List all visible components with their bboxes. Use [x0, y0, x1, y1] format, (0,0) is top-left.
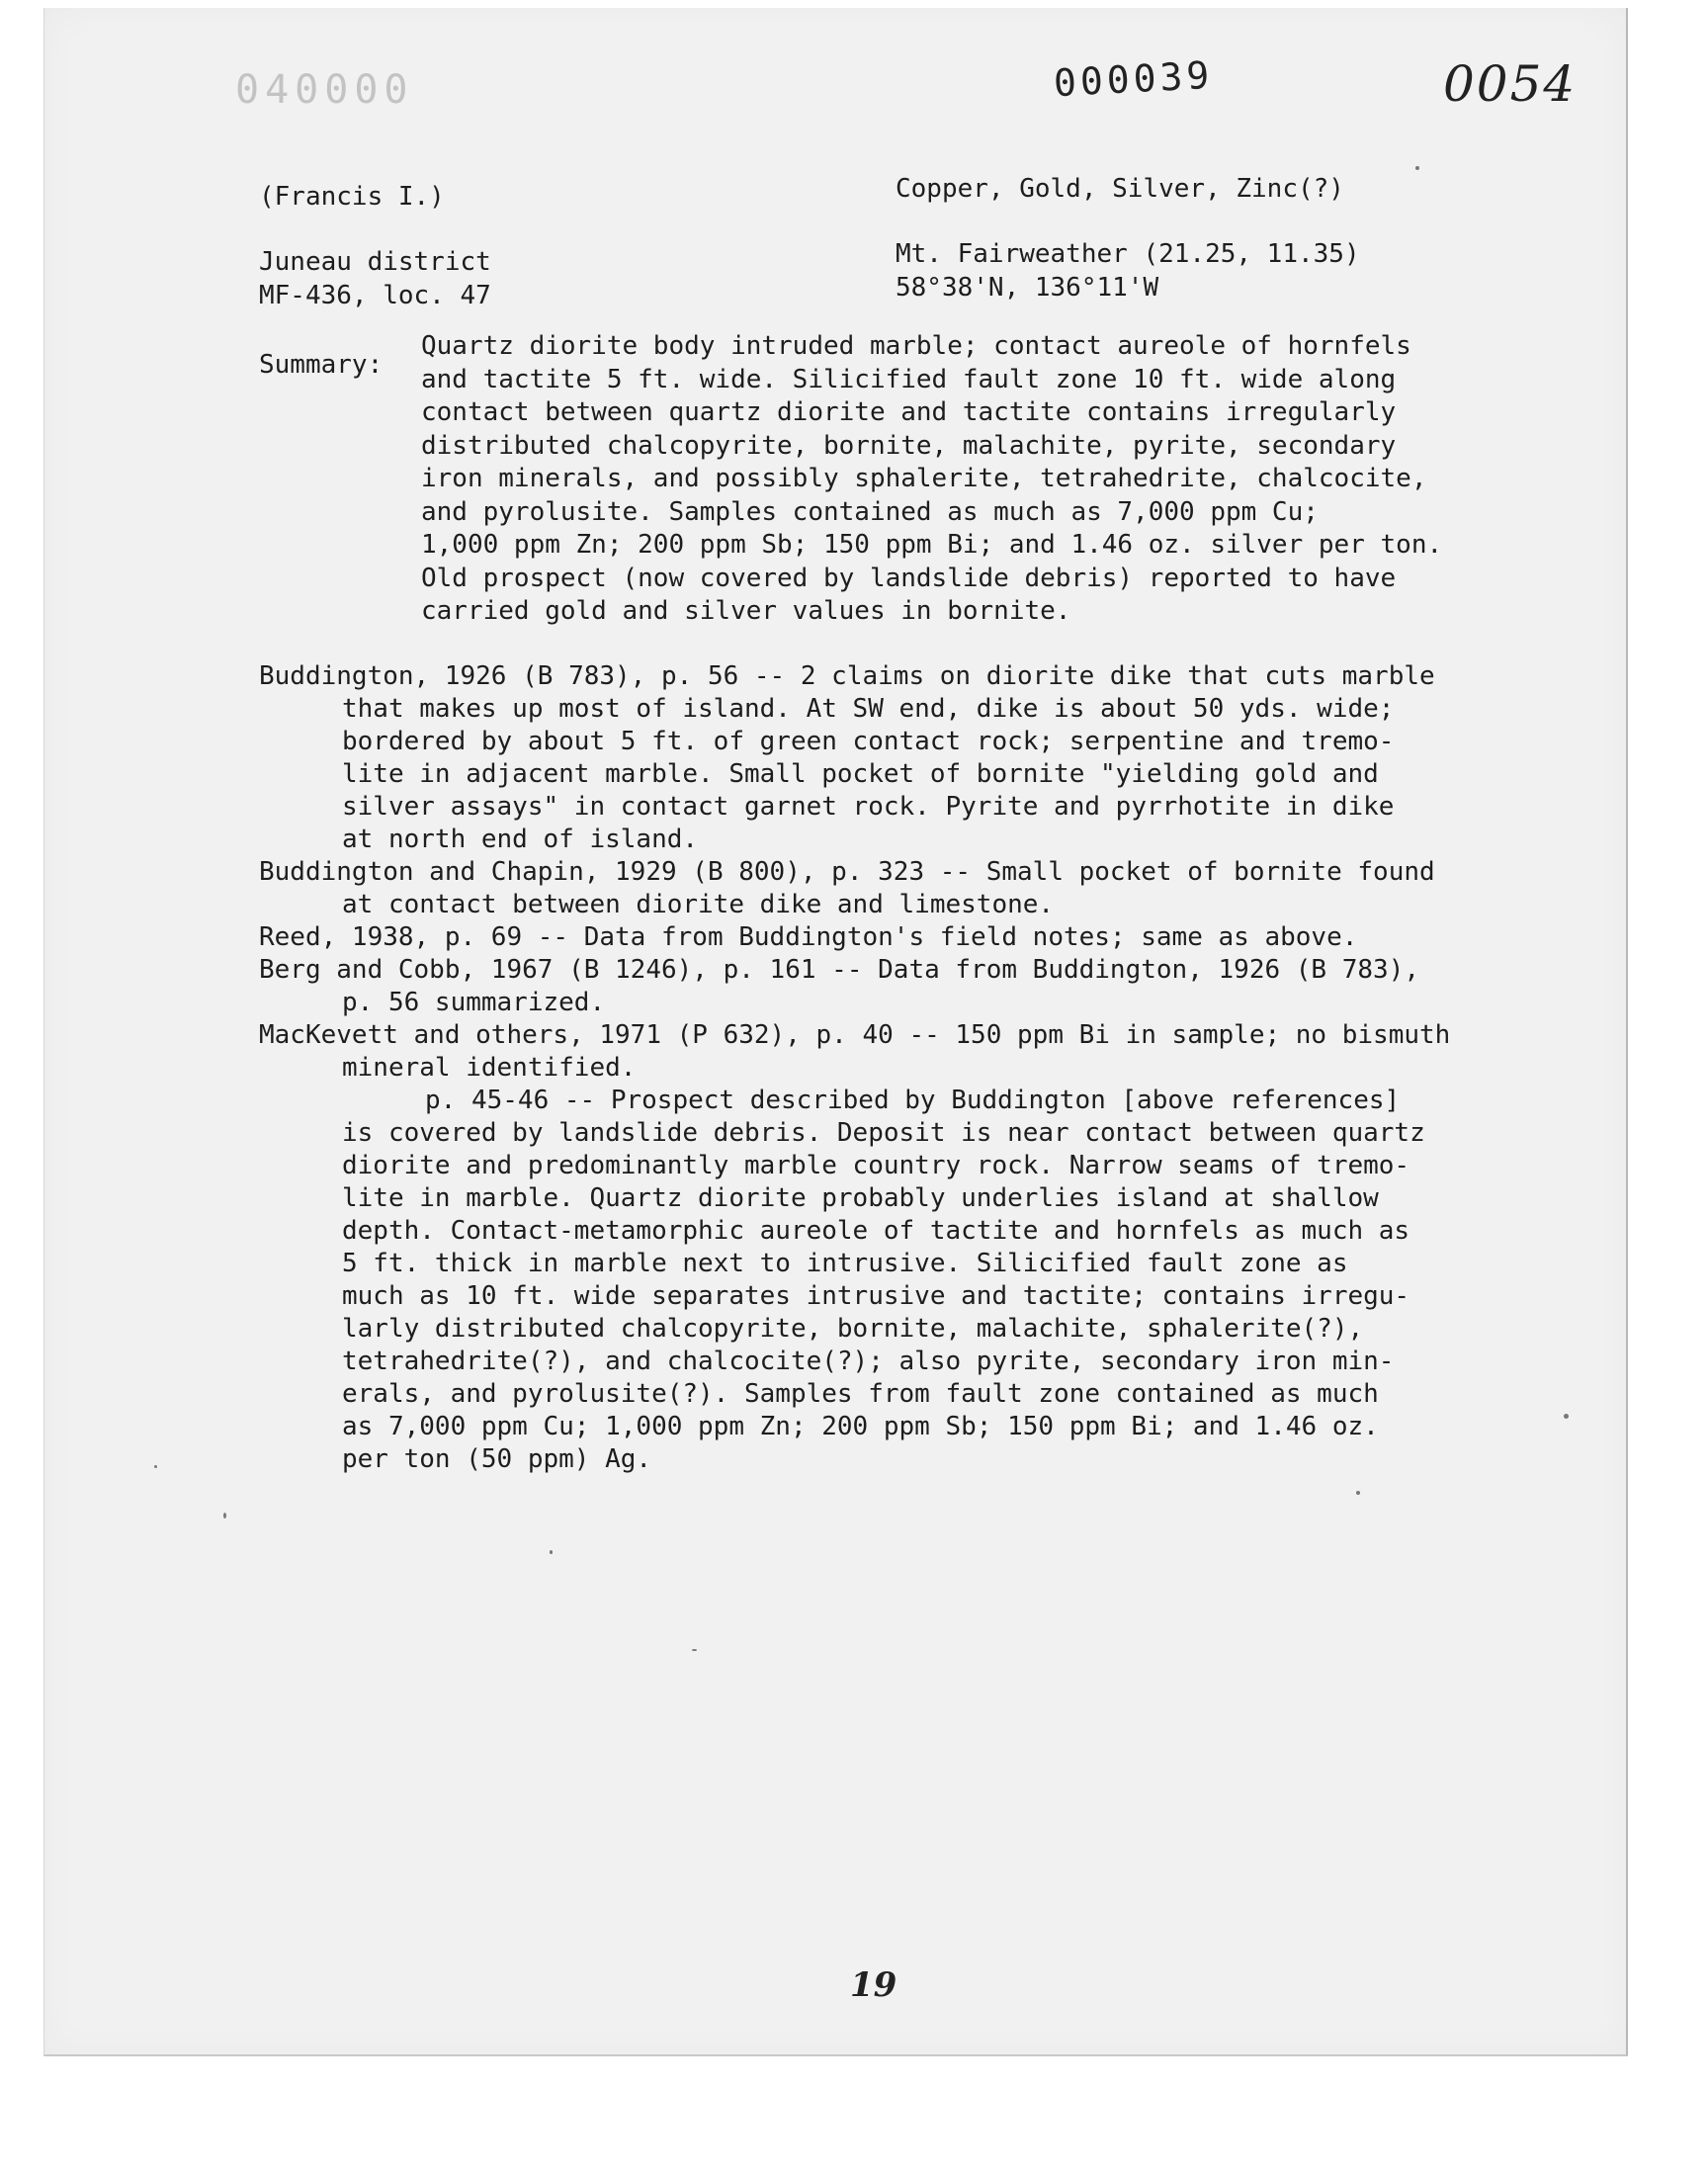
reference-entry [259, 1019, 1544, 1085]
reference-line: is covered by landslide debris. Deposit is near contact between quartz [342, 1118, 1425, 1148]
reference-line: at contact between diorite dike and limestone. [342, 890, 1055, 919]
summary-line: 1,000 ppm Zn; 200 ppm Sb; 150 ppm Bi; and 1.46 oz. silver per ton. [421, 530, 1443, 560]
reference-line: as 7,000 ppm Cu; 1,000 ppm Zn; 200 ppm Sb; 150 ppm Bi; and 1.46 oz. [342, 1412, 1379, 1441]
reference-line: much as 10 ft. wide separates intrusive and tactite; contains irregu- [342, 1281, 1410, 1311]
reference-line: at north end of island. [342, 825, 699, 854]
reference-line: mineral identified. [342, 1053, 637, 1083]
reference-line: silver assays" in contact garnet rock. Pyrite and pyrrhotite in dike [342, 792, 1395, 822]
document-stamp-number: 000039 [1052, 52, 1215, 106]
coordinates: 58°38'N, 136°11'W [896, 273, 1159, 303]
summary-line: and tactite 5 ft. wide. Silicified fault zone 10 ft. wide along [421, 364, 1397, 394]
reference-citation: Berg and Cobb, 1967 (B 1246), p. 161 -- Data from Buddington, 1926 (B 783), [259, 955, 1419, 985]
summary-label: Summary: [259, 350, 384, 380]
locality: (Francis I.) [259, 182, 445, 212]
scan-speck [550, 1550, 553, 1554]
reference-line: 5 ft. thick in marble next to intrusive. Silicified fault zone as [342, 1249, 1348, 1278]
district: Juneau district [259, 247, 491, 277]
summary-line: iron minerals, and possibly sphalerite, tetrahedrite, chalcocite, [421, 464, 1427, 493]
summary-line: Quartz diorite body intruded marble; contact aureole of hornfels [421, 331, 1411, 361]
scan-speck [223, 1513, 226, 1519]
reference-line: p. 56 summarized. [342, 988, 606, 1017]
reference-line: lite in adjacent marble. Small pocket of bornite "yielding gold and [342, 759, 1379, 789]
scan-speck [1415, 166, 1419, 170]
faded-stamp-number: 040000 [235, 67, 414, 113]
reference-line: erals, and pyrolusite(?). Samples from fault zone contained as much [342, 1379, 1379, 1409]
reference-citation: Buddington, 1926 (B 783), p. 56 -- 2 claims on diorite dike that cuts marble [259, 661, 1435, 691]
summary-line: contact between quartz diorite and tactite contains irregularly [421, 397, 1397, 427]
page-number: 19 [850, 1965, 897, 2005]
map-reference: MF-436, loc. 47 [259, 281, 491, 310]
sub-reference-entry [259, 1085, 1544, 1476]
reference-citation: Reed, 1938, p. 69 -- Data from Buddington's field notes; same as above. [259, 922, 1358, 952]
handwritten-code: 0054 [1443, 55, 1578, 113]
summary-line: distributed chalcopyrite, bornite, malachite, pyrite, secondary [421, 430, 1397, 461]
reference-line: tetrahedrite(?), and chalcocite(?); also pyrite, secondary iron min- [342, 1347, 1395, 1376]
summary-text [421, 330, 1518, 629]
reference-entry [259, 660, 1544, 856]
reference-entry [259, 856, 1544, 921]
scan-speck [1356, 1491, 1360, 1495]
reference-line: lite in marble. Quartz diorite probably underlies island at shallow [342, 1183, 1379, 1213]
summary-line: and pyrolusite. Samples contained as much as 7,000 ppm Cu; [421, 496, 1319, 527]
reference-line: diorite and predominantly marble country rock. Narrow seams of tremo- [342, 1151, 1410, 1180]
reference-line: depth. Contact-metamorphic aureole of tactite and hornfels as much as [342, 1216, 1410, 1246]
summary-line: carried gold and silver values in bornite. [421, 596, 1071, 626]
reference-line: per ton (50 ppm) Ag. [342, 1444, 652, 1474]
reference-citation: Buddington and Chapin, 1929 (B 800), p. 323 -- Small pocket of bornite found [259, 857, 1435, 887]
quadrangle: Mt. Fairweather (21.25, 11.35) [896, 239, 1360, 269]
commodities: Copper, Gold, Silver, Zinc(?) [896, 174, 1344, 204]
references-list [259, 660, 1544, 1476]
reference-citation: MacKevett and others, 1971 (P 632), p. 40 -- 150 ppm Bi in sample; no bismuth [259, 1020, 1451, 1050]
reference-line: that makes up most of island. At SW end, dike is about 50 yds. wide; [342, 694, 1395, 724]
scan-speck [692, 1649, 697, 1651]
reference-entry [259, 954, 1544, 1019]
summary-line: Old prospect (now covered by landslide debris) reported to have [421, 563, 1397, 593]
scan-speck [1564, 1414, 1569, 1419]
sub-reference-citation: p. 45-46 -- Prospect described by Buddington [above references] [425, 1086, 1401, 1115]
scan-speck [154, 1465, 157, 1468]
reference-entry [259, 921, 1544, 954]
reference-line: bordered by about 5 ft. of green contact rock; serpentine and tremo- [342, 727, 1395, 756]
reference-line: larly distributed chalcopyrite, bornite, malachite, sphalerite(?), [342, 1314, 1364, 1344]
